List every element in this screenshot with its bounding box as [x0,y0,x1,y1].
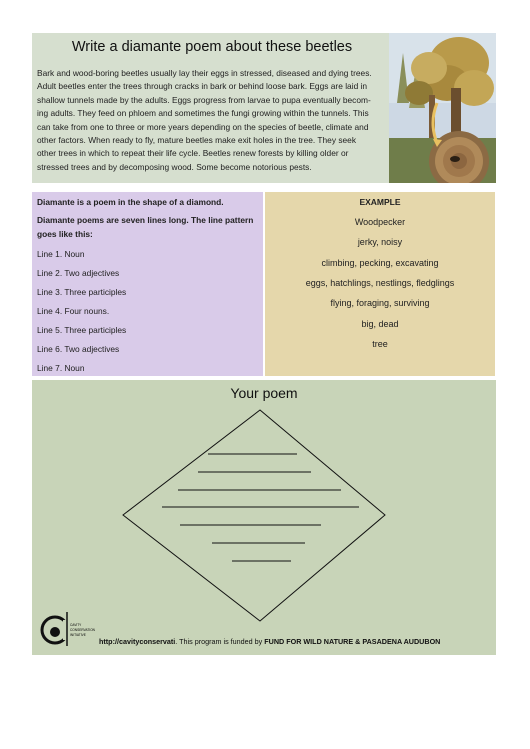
intro-section [32,33,496,183]
example-line: climbing, pecking, excavating [321,258,439,268]
cavity-conservation-logo [37,610,97,650]
example-line: jerky, noisy [357,237,403,247]
diamond-shape [32,380,496,655]
paragraph-line: other factors. When ready to fly, mature beetles make exit holes in the tree. They seek [37,135,357,146]
footer-funded-label: . This program is funded by [175,637,265,646]
example-panel [265,192,495,376]
example-heading: EXAMPLE [359,197,401,207]
paragraph-line: Adult beetles enter the trees through cracks in bark or behind loose bark. Eggs are laid in [37,81,368,92]
paragraph-line: ing adults. They feed on phloem and sometimes the fungi growing within the tunnels. This [37,108,369,119]
pattern-line: Line 1. Noun [37,249,85,259]
paragraph-line: can take from one to three or more years depending on the species of beetle, climate and [37,121,369,132]
beetle-tree-illustration [389,33,496,183]
pattern-line: Line 2. Two adjectives [37,268,120,278]
pattern-line: Line 3. Three participles [37,287,127,297]
poem-title: Your poem [230,385,298,401]
logo-text: INITIATIVE [70,633,86,637]
example-line: flying, foraging, surviving [330,298,430,308]
pattern-line: Line 4. Four nouns. [37,306,110,316]
page-title: Write a diamante poem about these beetles [71,39,353,55]
paragraph-line: shallow tunnels made by the adults. Eggs progress from larvae to pupa eventually becom- [37,94,371,105]
pattern-line: Line 5. Three participles [37,325,127,335]
definition-intro: Diamante is a poem in the shape of a diamond. [37,197,224,207]
poem-section [32,380,496,655]
pattern-line: Line 7. Noun [37,363,85,373]
intro-paragraph [37,67,389,174]
footer [32,623,496,655]
example-line: big, dead [361,319,399,329]
paragraph-line: Bark and wood-boring beetles usually lay their eggs in stressed, diseased and dying trees. [37,68,372,78]
logo-text: CONSERVATION [70,628,95,632]
definition-pattern-label: goes like this: [37,229,93,239]
example-line: Woodpecker [354,217,406,227]
footer-funders: FUND FOR WILD NATURE & PASADENA AUDUBON [264,637,441,646]
paragraph-line: stressed trees and by decomposing wood. Some become notorious pests. [37,161,312,172]
definition-panel [32,192,263,376]
footer-text [99,637,440,646]
definition-length: Diamante poems are seven lines long. The line pattern [37,215,254,225]
example-line: eggs, hatchlings, nestlings, fledglings [305,278,455,288]
footer-url-link[interactable]: http://cavityconservati [99,637,176,646]
logo-text: CAVITY [70,623,82,627]
pattern-line: Line 6. Two adjectives [37,344,120,354]
paragraph-line: other trees in which to repeat their life cycle. Beetles renew forests by killing older or [37,148,349,159]
example-line: tree [372,339,388,349]
